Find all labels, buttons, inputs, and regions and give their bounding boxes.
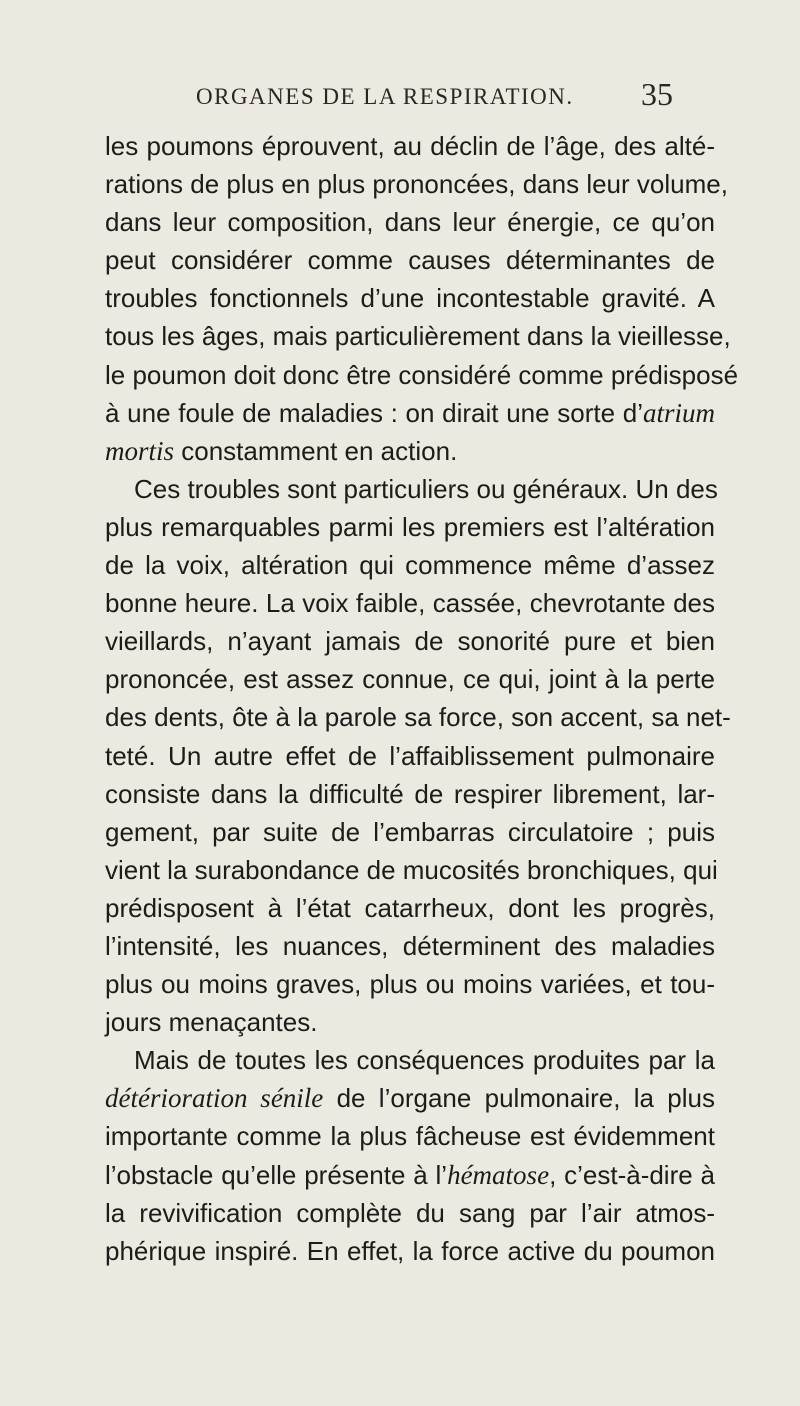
text-run: peut considérer comme causes déterminantes de (105, 245, 715, 276)
text-run: à une foule de maladies : on dirait une sorte d’ (105, 397, 643, 428)
text-line (105, 165, 728, 203)
text-run: importante comme la plus fâcheuse est évidemment (105, 1121, 715, 1152)
text-run: troubles fonctionnels d’une incontestable gravité. A (105, 283, 715, 314)
text-line (105, 965, 715, 1003)
page-number: 35 (641, 76, 673, 112)
text-run: tous les âges, mais particulièrement dans la vieillesse, (105, 321, 731, 352)
text-line (105, 1003, 715, 1041)
italic-term: hématose (447, 1159, 550, 1190)
text-line (105, 1117, 715, 1155)
text-line (105, 775, 715, 813)
text-run: bonne heure. La voix faible, cassée, chevrotante des (105, 588, 715, 619)
text-line (105, 546, 715, 584)
text-line (105, 1232, 715, 1270)
text-line (105, 317, 731, 355)
text-line (105, 851, 718, 889)
text-run: phérique inspiré. En effet, la force active du poumon (105, 1235, 715, 1266)
text-run: dans leur composition, dans leur énergie, ce qu’on (105, 207, 715, 238)
italic-term: atrium (642, 397, 715, 428)
text-line (105, 737, 715, 775)
text-run: le poumon doit donc être considéré comme prédisposé (105, 359, 739, 390)
text-line (105, 241, 715, 279)
text-line (105, 1194, 715, 1232)
text-run: constamment en action. (174, 435, 458, 466)
italic-term: détérioration sénile (105, 1083, 324, 1114)
text-line (105, 622, 715, 660)
text-line (105, 927, 715, 965)
text-line (105, 660, 715, 698)
text-run: rations de plus en plus prononcées, dans leur volume, (105, 169, 728, 200)
text-run: de l’organe pulmonaire, la plus (323, 1083, 715, 1114)
text-line (105, 508, 715, 546)
text-line (105, 127, 715, 165)
text-run: la revivification complète du sang par l’air atmos- (105, 1197, 715, 1228)
body-text (105, 127, 739, 1270)
text-run: de la voix, altération qui commence même d’assez (105, 550, 715, 581)
text-run: plus ou moins graves, plus ou moins variées, et tou- (105, 969, 715, 1000)
text-run: teté. Un autre effet de l’affaiblissement pulmonaire (105, 740, 715, 771)
text-line (105, 698, 731, 736)
text-run: consiste dans la difficulté de respirer librement, lar- (105, 778, 715, 809)
text-line (105, 279, 715, 317)
italic-term: mortis (105, 435, 175, 466)
text-line (105, 584, 715, 622)
text-line (105, 432, 715, 470)
text-run: gement, par suite de l’embarras circulatoire ; puis (105, 816, 715, 847)
text-run: l’obstacle qu’elle présente à l’ (105, 1159, 448, 1190)
text-line (105, 1079, 715, 1117)
text-line (105, 889, 715, 927)
text-run: vieillards, n’ayant jamais de sonorité pure et bien (105, 626, 715, 657)
text-run: prédisposent à l’état catarrheux, dont les progrès, (105, 892, 715, 923)
text-run: l’intensité, les nuances, déterminent des maladies (105, 930, 715, 961)
text-run: Mais de toutes les conséquences produites par la (134, 1045, 715, 1076)
running-title: ORGANES DE LA RESPIRATION. (196, 84, 574, 109)
text-line (105, 394, 715, 432)
text-line (105, 203, 715, 241)
text-line (105, 1156, 715, 1194)
text-run: Ces troubles sont particuliers ou généraux. Un des (134, 473, 718, 504)
text-line (105, 813, 715, 851)
text-line (105, 356, 739, 394)
text-run: des dents, ôte à la parole sa force, son accent, sa net- (105, 702, 731, 733)
text-line (105, 470, 718, 508)
text-run: prononcée, est assez connue, ce qui, joint à la perte (105, 664, 715, 695)
text-run: plus remarquables parmi les premiers est l’altération (105, 511, 715, 542)
text-line (105, 1041, 715, 1079)
text-run: vient la surabondance de mucosités bronchiques, qui (105, 854, 718, 885)
page-header (0, 76, 800, 120)
text-run: , c’est-à-dire à (549, 1159, 715, 1190)
text-run: les poumons éprouvent, au déclin de l’âge, des alté- (105, 131, 715, 161)
text-run: jours menaçantes. (105, 1007, 318, 1038)
